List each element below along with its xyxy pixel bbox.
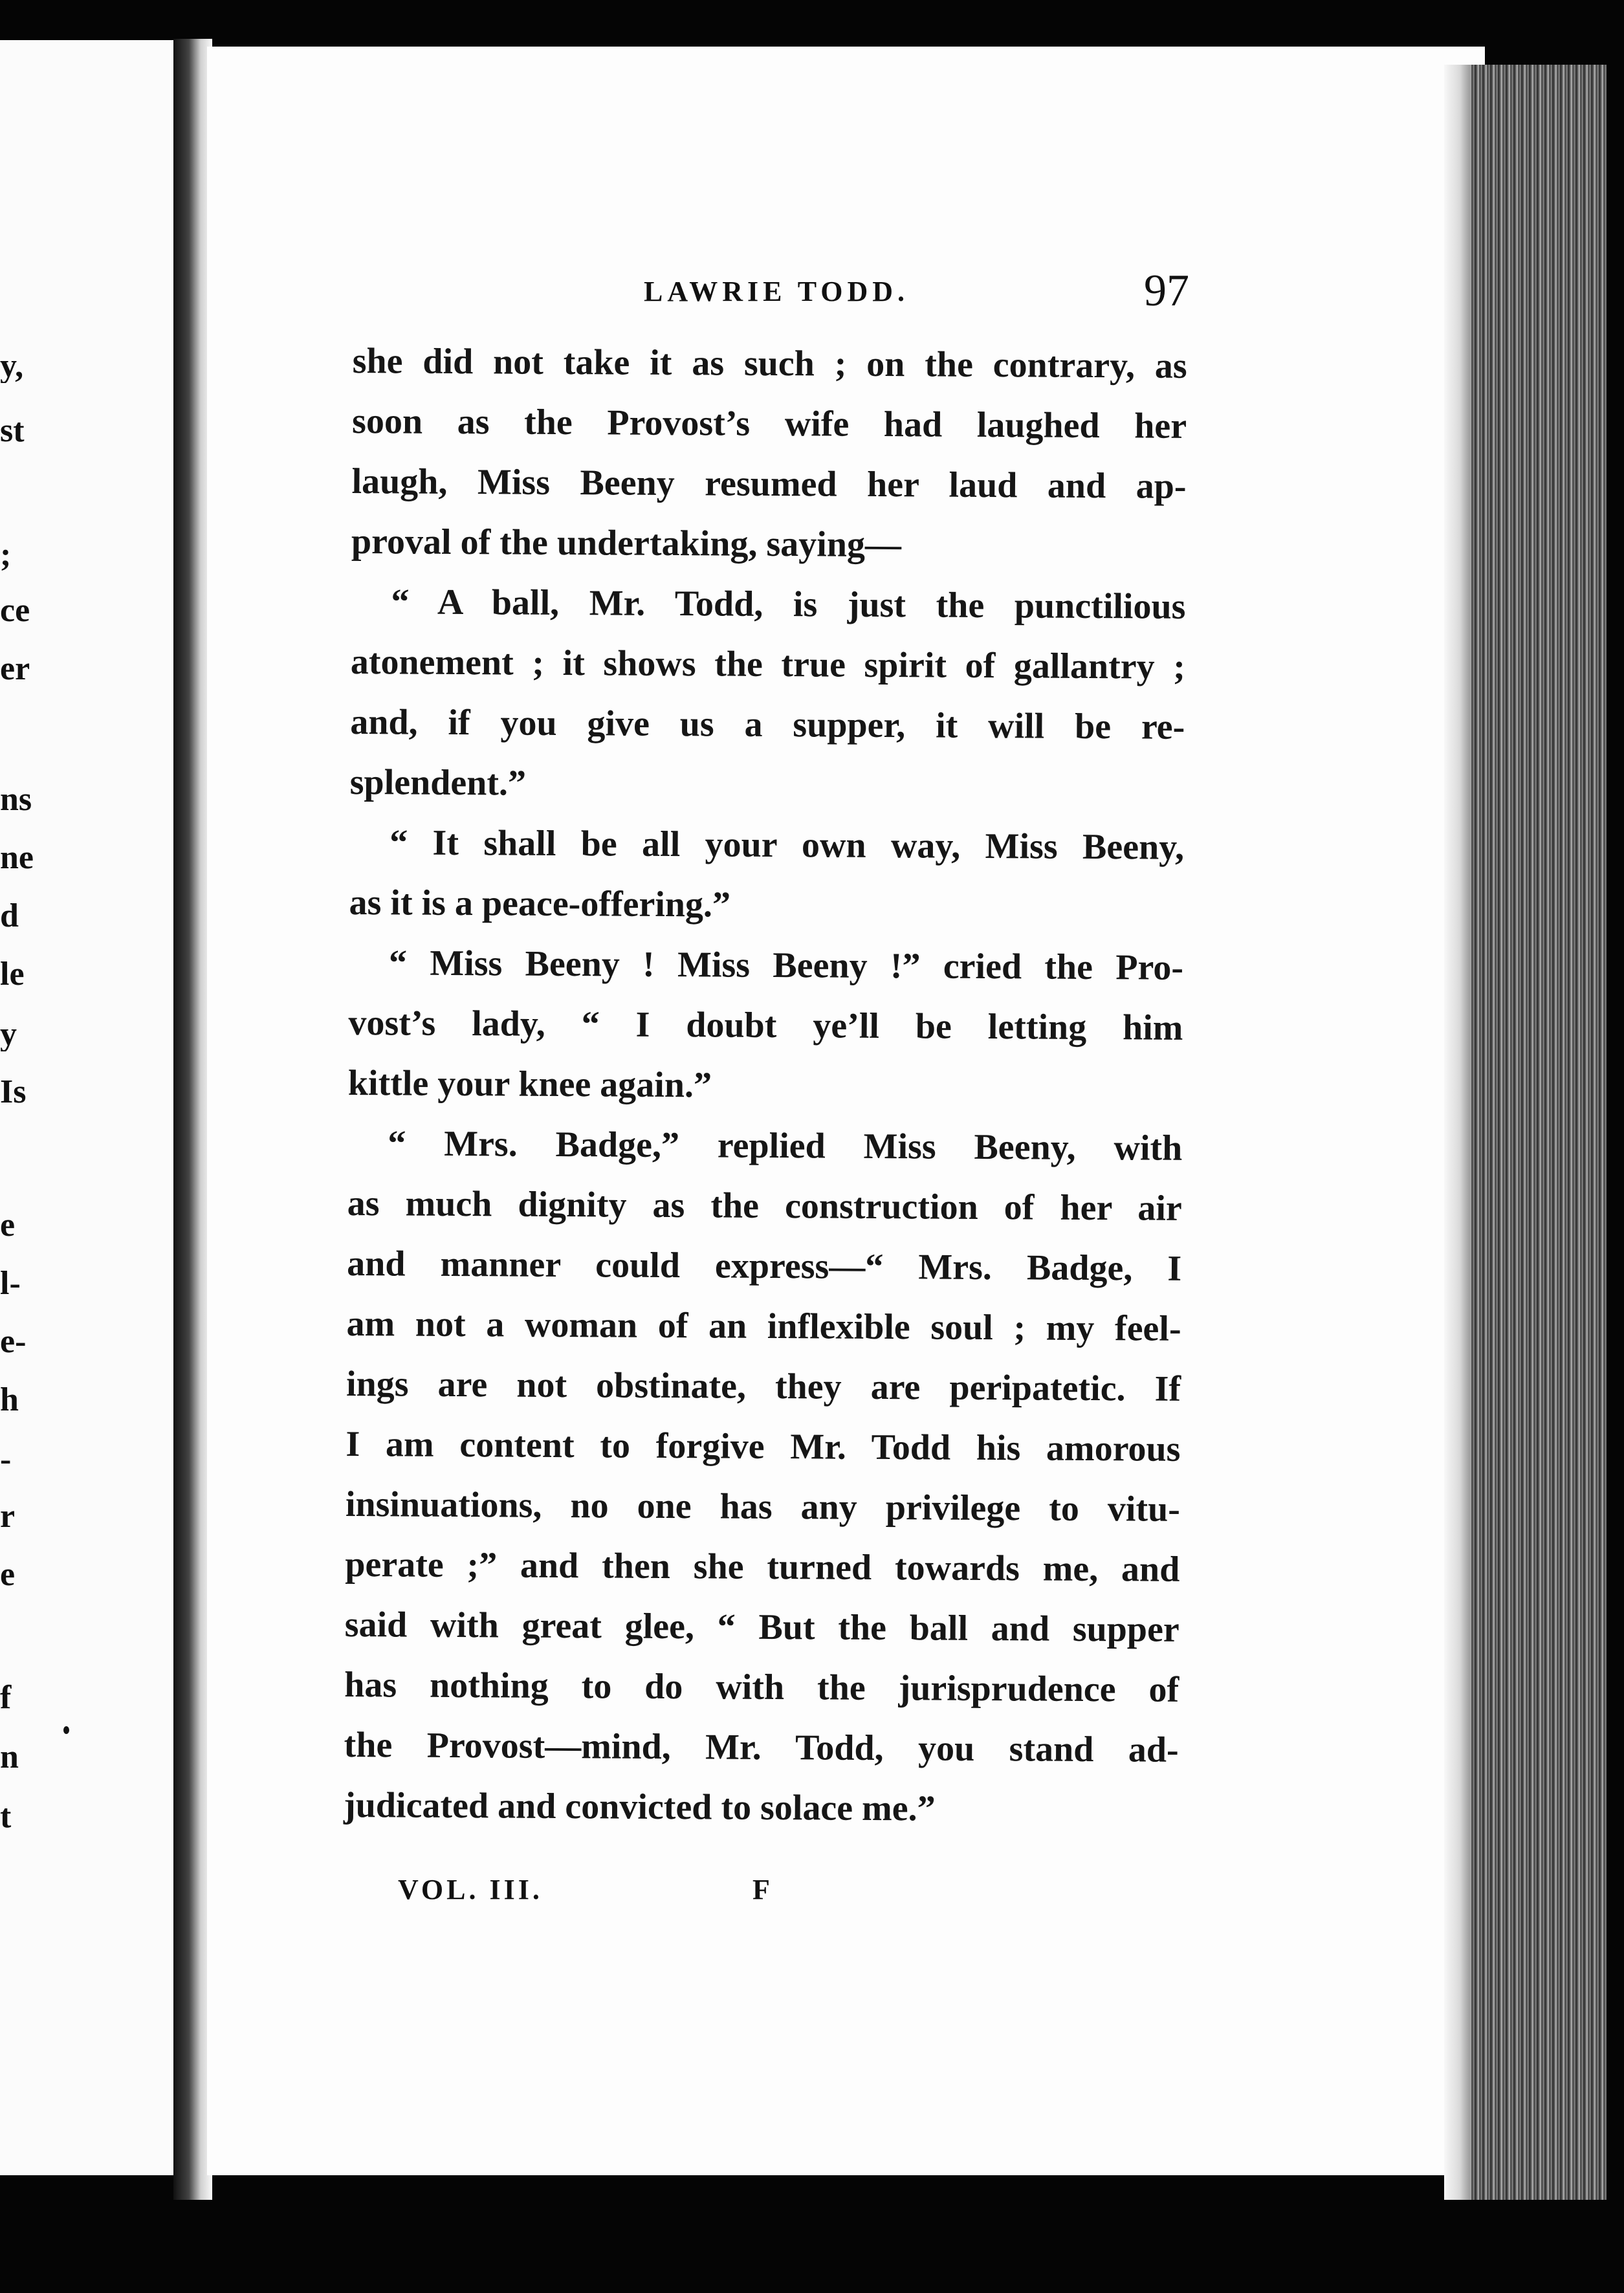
ink-speck <box>63 1726 69 1734</box>
previous-page-fragment: d <box>0 899 19 933</box>
text-line: said with great glee, “ But the ball and supper <box>344 1604 1180 1650</box>
previous-page-fragment: y, <box>0 349 24 383</box>
text-line: vost’s lady, “ I doubt ye’ll be letting him <box>348 1002 1183 1048</box>
book-gutter <box>173 39 212 2200</box>
text-line: “ Miss Beeny ! Miss Beeny !” cried the Pro- <box>388 943 1184 988</box>
text-line: has nothing to do with the jurisprudence of <box>344 1664 1180 1710</box>
page-fore-edge <box>1467 65 1607 2200</box>
previous-page-fragment: t <box>0 1800 12 1834</box>
text-line: judicated and convicted to solace me.” <box>343 1784 936 1829</box>
text-line: “ A ball, Mr. Todd, is just the punctilious <box>391 582 1186 627</box>
gathering-signature: F <box>752 1874 773 1905</box>
text-line: soon as the Provost’s wife had laughed her <box>351 400 1187 446</box>
text-line: kittle your knee again.” <box>347 1062 712 1106</box>
page-number: 97 <box>1144 266 1189 316</box>
text-line: and manner could express—“ Mrs. Badge, I <box>347 1243 1182 1289</box>
previous-page-fragment: - <box>0 1443 12 1476</box>
previous-page-edge <box>0 40 201 2175</box>
text-line: she did not take it as such ; on the contrary, as <box>352 340 1187 386</box>
paragraph <box>348 933 1184 1119</box>
previous-page-fragment: ce <box>0 594 30 628</box>
text-line: insinuations, no one has any privilege to vitu- <box>345 1484 1181 1530</box>
previous-page-fragment: r <box>0 1500 16 1533</box>
paragraph <box>344 1114 1183 1841</box>
text-line: as much dignity as the construction of her air <box>347 1183 1182 1229</box>
text-line: “ It shall be all your own way, Miss Beeny, <box>389 822 1185 868</box>
previous-page-fragment: st <box>0 414 25 448</box>
previous-page-fragment: n <box>0 1740 19 1774</box>
text-line: am not a woman of an inflexible soul ; my feel- <box>346 1303 1181 1349</box>
paragraph <box>349 813 1184 938</box>
previous-page-fragment: ns <box>0 783 32 817</box>
text-line: and, if you give us a supper, it will be re- <box>350 701 1185 747</box>
text-line: I am content to forgive Mr. Todd his amorous <box>346 1423 1181 1469</box>
text-line: ings are not obstinate, they are peripatetic. If <box>346 1363 1181 1409</box>
previous-page-fragment: ne <box>0 841 34 875</box>
paragraph <box>351 331 1187 577</box>
previous-page-fragment: f <box>0 1681 12 1715</box>
previous-page-fragment: er <box>0 652 30 686</box>
text-line: laugh, Miss Beeny resumed her laud and ap- <box>351 461 1187 507</box>
text-line: atonement ; it shows the true spirit of gallantry ; <box>350 641 1186 687</box>
paragraph <box>349 572 1185 818</box>
text-line: “ Mrs. Badge,” replied Miss Beeny, with <box>388 1123 1183 1168</box>
previous-page-fragment: y <box>0 1018 17 1051</box>
body-text <box>344 331 1187 1841</box>
previous-page-fragment: e <box>0 1558 16 1592</box>
previous-page-fragment: e <box>0 1209 16 1242</box>
text-line: proval of the undertaking, saying— <box>351 521 902 565</box>
previous-page-fragment: ; <box>0 538 12 572</box>
previous-page-fragment: h <box>0 1383 19 1417</box>
previous-page-fragment: e- <box>0 1325 27 1359</box>
text-line: the Provost—mind, Mr. Todd, you stand ad- <box>344 1724 1179 1770</box>
previous-page-fragment: le <box>0 958 25 991</box>
text-line: as it is a peace-offering.” <box>349 882 731 925</box>
previous-page-fragment: l- <box>0 1267 21 1300</box>
previous-page-fragment: Is <box>0 1075 27 1109</box>
running-title: LAWRIE TODD. <box>644 276 910 307</box>
text-line: splendent.” <box>349 762 527 804</box>
text-line: perate ;” and then she turned towards me, and <box>345 1544 1180 1590</box>
volume-signature: VOL. III. <box>398 1874 543 1905</box>
